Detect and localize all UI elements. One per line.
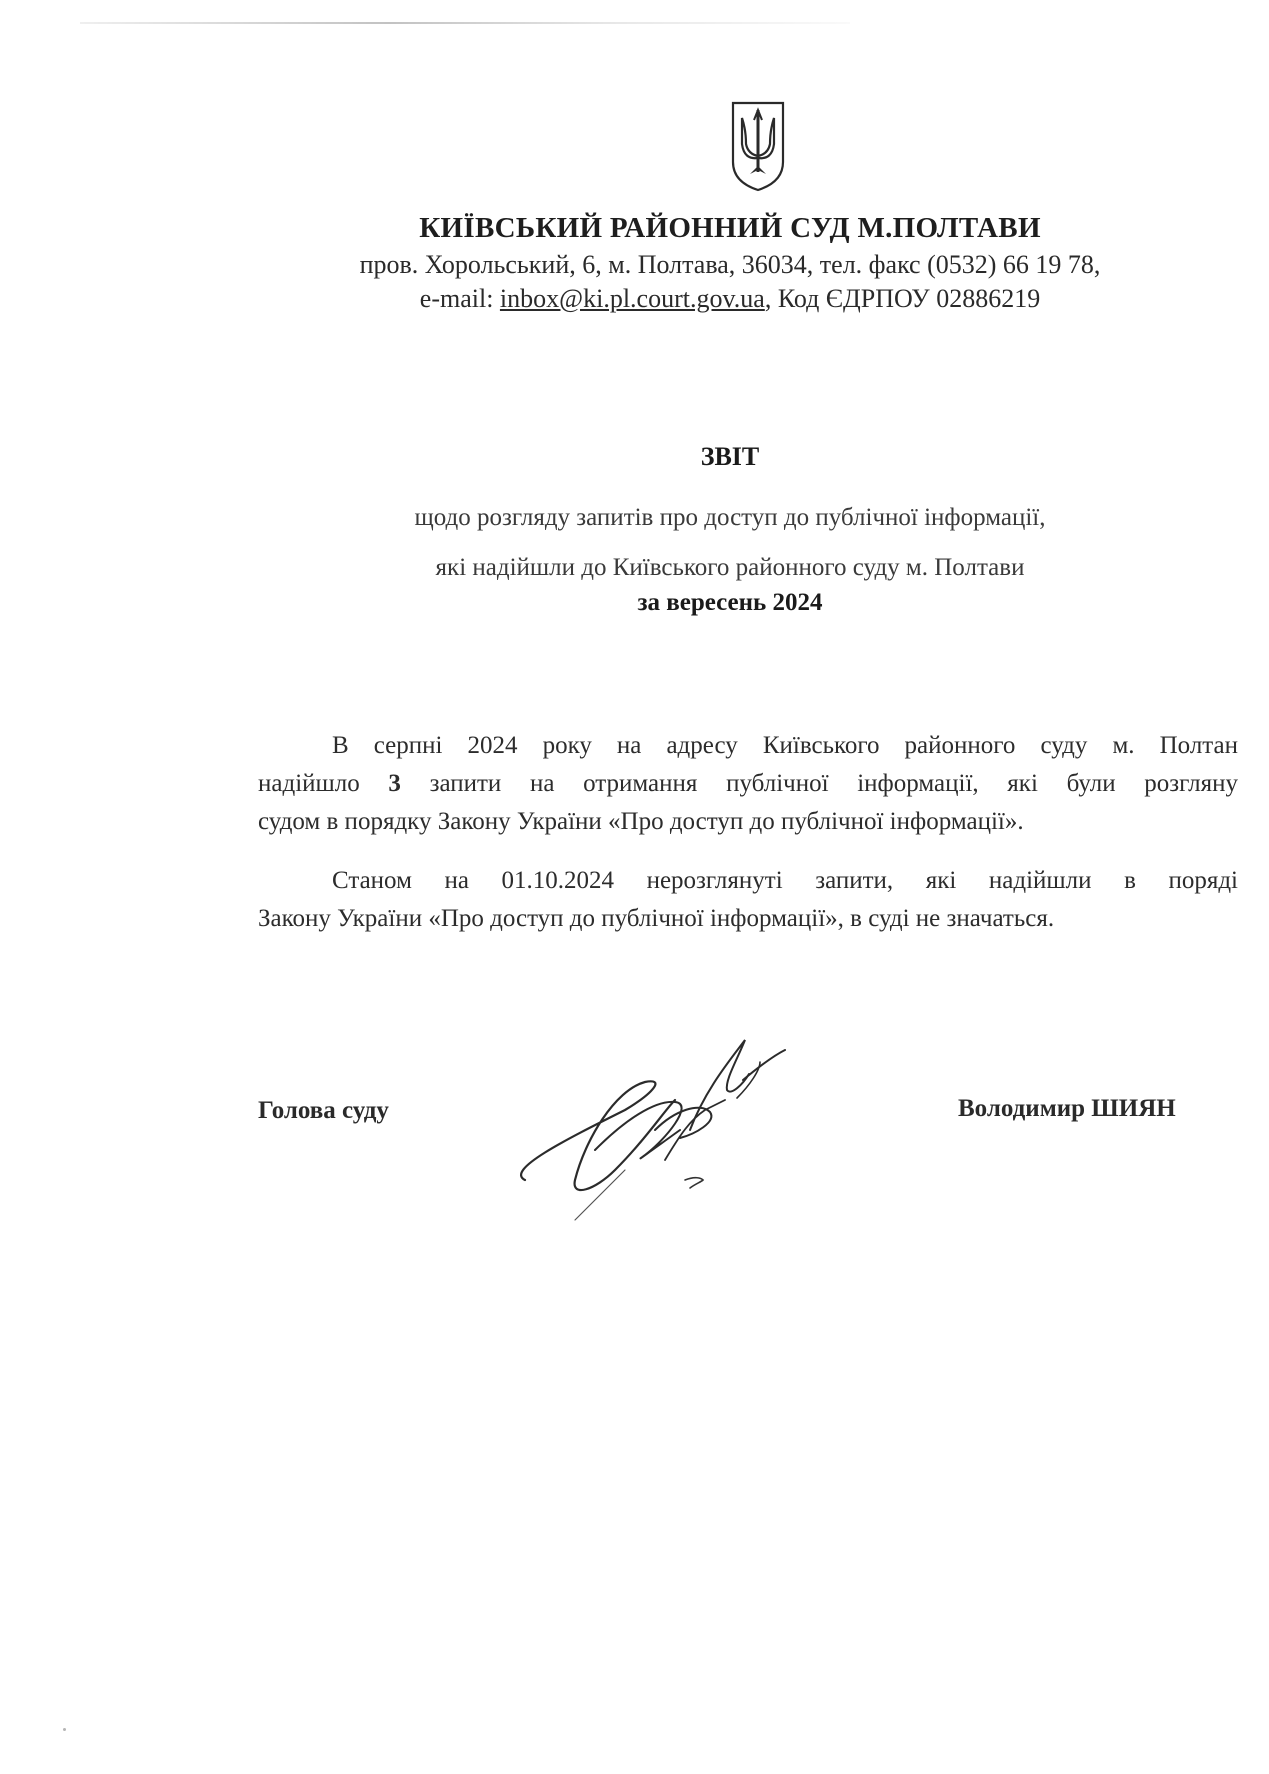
signatory-position: Голова суду xyxy=(258,1097,389,1124)
report-subtitle xyxy=(300,493,1160,593)
court-name-heading: КИЇВСЬКИЙ РАЙОННИЙ СУД М.ПОЛТАВИ xyxy=(419,212,1041,244)
report-period: за вересень 2024 xyxy=(637,589,823,616)
edrpou-code: , Код ЄДРПОУ 02886219 xyxy=(764,284,1041,313)
body-paragraph-1 xyxy=(258,727,1248,841)
signatory-name: Володимир ШИЯН xyxy=(958,1095,1176,1122)
scan-artifact-line xyxy=(80,22,850,24)
report-title: ЗВІТ xyxy=(700,442,760,471)
paragraph-line: судом в порядку Закону України «Про доступ до публічної інформації». xyxy=(258,808,1024,835)
email-prefix: e-mail: xyxy=(419,284,500,313)
address-line: пров. Хорольський, 6, м. Полтава, 36034, тел. факс (0532) 66 19 78, xyxy=(359,250,1101,279)
scan-speck xyxy=(63,1728,66,1731)
email-link[interactable]: inbox@ki.pl.court.gov.ua xyxy=(499,284,765,313)
trident-coat-of-arms-icon xyxy=(730,100,786,192)
handwritten-signature xyxy=(505,1030,895,1230)
paragraph-line: В серпні 2024 року на адресу Київського районного суду м. Полтан xyxy=(332,732,1238,759)
request-count: 3 xyxy=(388,770,401,797)
subtitle-line-2: які надійшли до Київського районного суду м. Полтави xyxy=(435,554,1025,581)
text-fragment: надійшло xyxy=(258,770,389,797)
contact-line xyxy=(300,282,1160,316)
paragraph-line: Закону України «Про доступ до публічної інформації», в суді не значаться. xyxy=(258,905,1055,932)
subtitle-line-1: щодо розгляду запитів про доступ до публічної інформації, xyxy=(414,504,1046,531)
paragraph-line: Станом на 01.10.2024 нерозглянуті запити, які надійшли в поряді xyxy=(332,867,1238,894)
text-fragment: запити на отримання публічної інформації, які були розгляну xyxy=(400,770,1238,797)
body-paragraph-2 xyxy=(258,862,1248,938)
paragraph-line xyxy=(258,765,1238,803)
court-address-block xyxy=(300,248,1160,316)
